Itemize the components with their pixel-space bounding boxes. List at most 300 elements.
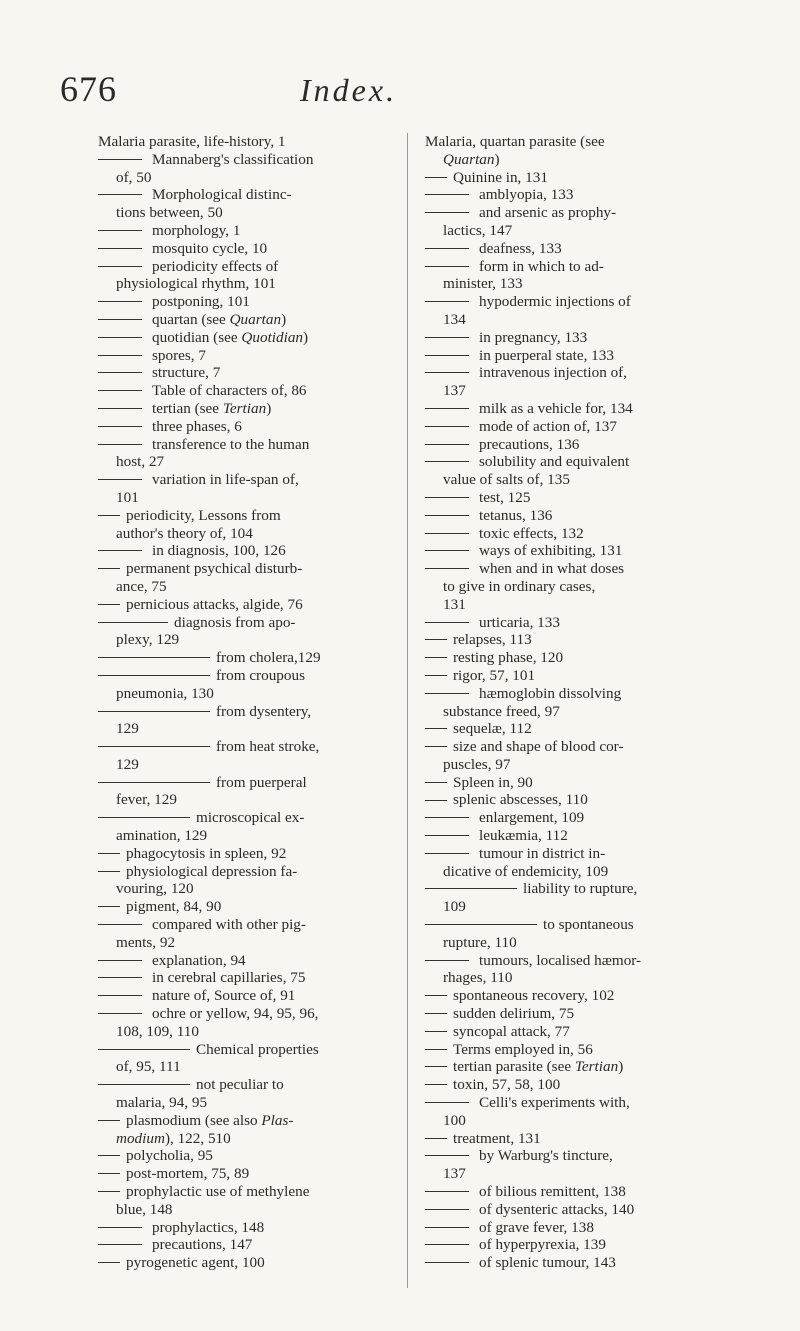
repeat-dash xyxy=(98,515,120,516)
index-entry-line xyxy=(98,614,390,632)
index-entry-line xyxy=(425,738,715,756)
index-column-left xyxy=(98,133,390,1272)
index-entry xyxy=(98,1005,390,1041)
index-entry-line xyxy=(425,1130,715,1148)
index-entry-line xyxy=(98,400,390,418)
entry-text: pernicious attacks, algide, 76 xyxy=(126,595,303,613)
index-entry-continuation xyxy=(425,471,715,489)
entry-text: author's theory of, 104 xyxy=(116,524,253,542)
entry-text: tetanus, 136 xyxy=(479,506,553,524)
entry-text: ) xyxy=(266,399,272,417)
index-entry-line xyxy=(98,560,390,578)
entry-cross-reference: modium xyxy=(116,1129,165,1147)
index-entry-line xyxy=(425,525,715,543)
index-entry xyxy=(98,614,390,650)
index-entry-continuation xyxy=(98,578,390,596)
page-header xyxy=(60,68,750,118)
index-entry xyxy=(98,436,390,472)
index-entry-line xyxy=(425,1219,715,1237)
entry-text: relapses, 113 xyxy=(453,631,532,649)
index-entry xyxy=(425,1254,715,1272)
index-entry-line xyxy=(98,507,390,525)
index-entry-continuation xyxy=(425,1165,715,1183)
entry-text: by Warburg's tincture, xyxy=(479,1147,613,1165)
repeat-dash xyxy=(425,408,469,409)
repeat-dash xyxy=(425,817,469,818)
entry-text: 129 xyxy=(116,755,139,773)
entry-text: precautions, 147 xyxy=(152,1236,253,1254)
index-entry-line xyxy=(98,418,390,436)
repeat-dash xyxy=(98,355,142,356)
entry-text: pneumonia, 130 xyxy=(116,684,214,702)
index-entry-line xyxy=(98,898,390,916)
entry-text: ments, 92 xyxy=(116,933,176,951)
index-entry xyxy=(425,667,715,685)
entry-text: splenic abscesses, 110 xyxy=(453,791,588,809)
column-divider xyxy=(407,133,408,1288)
entry-text: host, 27 xyxy=(116,453,165,471)
repeat-dash xyxy=(425,639,447,640)
index-entry xyxy=(98,649,390,667)
index-entry-line xyxy=(98,471,390,489)
entry-text: sudden delirium, 75 xyxy=(453,1005,575,1023)
index-entry-line xyxy=(425,240,715,258)
entry-text: postponing, 101 xyxy=(152,293,250,311)
index-entry-continuation xyxy=(98,756,390,774)
entry-text: phagocytosis in spleen, 92 xyxy=(126,844,287,862)
repeat-dash xyxy=(425,746,447,747)
index-entry xyxy=(425,738,715,774)
entry-text: vouring, 120 xyxy=(116,880,194,898)
entry-text: pigment, 84, 90 xyxy=(126,898,222,916)
repeat-dash xyxy=(98,444,142,445)
entry-text: physiological rhythm, 101 xyxy=(116,275,276,293)
entry-text: 137 xyxy=(443,1165,466,1183)
index-entry-line xyxy=(98,311,390,329)
entry-text: 129 xyxy=(116,720,139,738)
index-entry xyxy=(425,791,715,809)
index-entry xyxy=(98,1236,390,1254)
repeat-dash xyxy=(98,266,142,267)
index-entry xyxy=(98,364,390,382)
index-entry-line xyxy=(425,507,715,525)
index-entry xyxy=(98,542,390,560)
index-entry-line xyxy=(98,1236,390,1254)
entry-text: puscles, 97 xyxy=(443,755,511,773)
entry-text: and arsenic as prophy- xyxy=(479,204,617,222)
index-entry-line xyxy=(425,614,715,632)
entry-text: Malaria parasite, life-history, 1 xyxy=(98,133,286,150)
entry-text: lactics, 147 xyxy=(443,221,513,239)
repeat-dash xyxy=(425,728,447,729)
entry-text: leukæmia, 112 xyxy=(479,827,568,845)
repeat-dash xyxy=(98,960,142,961)
entry-text: ways of exhibiting, 131 xyxy=(479,542,623,560)
repeat-dash xyxy=(98,1013,142,1014)
repeat-dash xyxy=(425,1138,447,1139)
entry-text: from cholera,129 xyxy=(216,649,321,667)
index-entry xyxy=(98,1147,390,1165)
index-entry-line xyxy=(425,987,715,1005)
index-entry xyxy=(98,809,390,845)
index-entry-line xyxy=(425,1023,715,1041)
repeat-dash xyxy=(425,1244,469,1245)
index-entry-line xyxy=(98,916,390,934)
index-entry-continuation xyxy=(425,934,715,952)
repeat-dash xyxy=(98,248,142,249)
index-entry-continuation xyxy=(98,204,390,222)
repeat-dash xyxy=(425,835,469,836)
entry-text: milk as a vehicle for, 134 xyxy=(479,399,633,417)
repeat-dash xyxy=(425,568,469,569)
entry-text: pyrogenetic agent, 100 xyxy=(126,1254,265,1272)
index-entry-line xyxy=(98,186,390,204)
index-entry-line xyxy=(425,880,715,898)
running-head: Index. xyxy=(300,72,398,108)
repeat-dash xyxy=(98,1084,190,1085)
entry-text: spores, 7 xyxy=(152,346,206,364)
index-entry xyxy=(98,1165,390,1183)
entry-text: of, 50 xyxy=(116,168,152,186)
entry-text: deafness, 133 xyxy=(479,239,562,257)
repeat-dash xyxy=(425,675,447,676)
entry-text: Spleen in, 90 xyxy=(453,773,533,791)
index-entry-line xyxy=(98,1112,390,1130)
repeat-dash xyxy=(98,995,142,996)
repeat-dash xyxy=(425,266,469,267)
entry-text: Celli's experiments with, xyxy=(479,1094,630,1112)
index-entry-line xyxy=(425,1147,715,1165)
entry-text: periodicity, Lessons from xyxy=(126,506,281,524)
repeat-dash xyxy=(98,924,142,925)
entry-text: syncopal attack, 77 xyxy=(453,1022,570,1040)
index-entry xyxy=(425,1183,715,1201)
entry-text: post-mortem, 75, 89 xyxy=(126,1165,250,1183)
index-entry-line xyxy=(425,133,715,151)
entry-text: Mannaberg's classification xyxy=(152,150,314,168)
index-entry-continuation xyxy=(425,578,715,596)
entry-text: tumour in district in- xyxy=(479,844,606,862)
entry-text: from croupous xyxy=(216,666,305,684)
index-entry xyxy=(425,400,715,418)
index-entry-line xyxy=(425,542,715,560)
index-entry-continuation xyxy=(98,1201,390,1219)
repeat-dash xyxy=(425,1191,469,1192)
repeat-dash xyxy=(98,746,210,747)
repeat-dash xyxy=(425,533,469,534)
entry-cross-reference: Quartan xyxy=(443,150,495,168)
index-entry-continuation xyxy=(425,1112,715,1130)
index-entry xyxy=(425,1219,715,1237)
repeat-dash xyxy=(98,426,142,427)
index-entry xyxy=(98,347,390,365)
entry-text: 131 xyxy=(443,595,466,613)
index-entry-line xyxy=(425,631,715,649)
entry-text: prophylactics, 148 xyxy=(152,1218,265,1236)
index-entry xyxy=(425,507,715,525)
index-entry xyxy=(98,222,390,240)
index-entry xyxy=(425,418,715,436)
index-entry xyxy=(425,1076,715,1094)
index-entry xyxy=(98,863,390,899)
index-entry xyxy=(425,1147,715,1183)
index-entry xyxy=(98,596,390,614)
repeat-dash xyxy=(98,1173,120,1174)
entry-text: of bilious remittent, 138 xyxy=(479,1183,626,1201)
repeat-dash xyxy=(98,550,142,551)
index-entry-line xyxy=(425,667,715,685)
index-entry-line xyxy=(98,347,390,365)
repeat-dash xyxy=(98,194,142,195)
index-entry xyxy=(425,827,715,845)
repeat-dash xyxy=(425,1209,469,1210)
entry-text: of, 95, 111 xyxy=(116,1058,181,1076)
entry-text: to give in ordinary cases, xyxy=(443,577,596,595)
repeat-dash xyxy=(425,1155,469,1156)
entry-text: variation in life-span of, xyxy=(152,471,299,489)
entry-text: quartan (see xyxy=(152,310,230,328)
repeat-dash xyxy=(425,782,447,783)
entry-text: size and shape of blood cor- xyxy=(453,738,624,756)
index-entry-line xyxy=(425,204,715,222)
index-entry xyxy=(98,329,390,347)
index-entry xyxy=(98,1112,390,1148)
index-entry xyxy=(98,560,390,596)
index-entry-line xyxy=(98,952,390,970)
index-entry-line xyxy=(98,1041,390,1059)
entry-text: in pregnancy, 133 xyxy=(479,328,588,346)
repeat-dash xyxy=(98,622,168,623)
entry-text: of hyperpyrexia, 139 xyxy=(479,1236,606,1254)
index-entry-line xyxy=(98,667,390,685)
repeat-dash xyxy=(98,657,210,658)
entry-text: form in which to ad- xyxy=(479,257,604,275)
entry-text: tertian parasite (see xyxy=(453,1058,575,1076)
repeat-dash xyxy=(425,515,469,516)
entry-text: quotidian (see xyxy=(152,328,242,346)
index-entry xyxy=(98,667,390,703)
index-entry xyxy=(98,418,390,436)
entry-text: 137 xyxy=(443,382,466,400)
index-entry xyxy=(425,1201,715,1219)
index-entry-line xyxy=(98,863,390,881)
entry-text: 101 xyxy=(116,488,139,506)
repeat-dash xyxy=(425,800,447,801)
index-entry xyxy=(98,311,390,329)
index-entry-line xyxy=(425,1076,715,1094)
repeat-dash xyxy=(425,995,447,996)
index-entry-continuation xyxy=(98,827,390,845)
index-entry-line xyxy=(98,1005,390,1023)
entry-text: hæmoglobin dissolving xyxy=(479,684,622,702)
index-entry xyxy=(98,1219,390,1237)
repeat-dash xyxy=(98,1227,142,1228)
index-entry-continuation xyxy=(425,151,715,169)
index-entry-line xyxy=(98,969,390,987)
index-entry-line xyxy=(98,222,390,240)
index-entry-line xyxy=(98,329,390,347)
index-entry xyxy=(425,880,715,916)
entry-text: toxic effects, 132 xyxy=(479,524,584,542)
repeat-dash xyxy=(98,675,210,676)
entry-cross-reference: Plas- xyxy=(261,1111,294,1129)
index-entry xyxy=(98,507,390,543)
index-entry-line xyxy=(98,809,390,827)
index-entry-line xyxy=(98,542,390,560)
entry-text: ) xyxy=(494,150,500,168)
index-entry xyxy=(425,649,715,667)
index-entry-line xyxy=(425,649,715,667)
repeat-dash xyxy=(425,960,469,961)
index-entry-continuation xyxy=(425,596,715,614)
repeat-dash xyxy=(98,337,142,338)
index-entry-continuation xyxy=(425,222,715,240)
index-entry xyxy=(98,703,390,739)
index-entry-continuation xyxy=(98,880,390,898)
repeat-dash xyxy=(425,693,469,694)
repeat-dash xyxy=(98,711,210,712)
page-number: 676 xyxy=(60,69,117,109)
repeat-dash xyxy=(425,444,469,445)
entry-text: from heat stroke, xyxy=(216,738,320,756)
repeat-dash xyxy=(425,622,469,623)
entry-text: of dysenteric attacks, 140 xyxy=(479,1200,635,1218)
index-entry-continuation xyxy=(425,756,715,774)
index-entry xyxy=(425,1058,715,1076)
index-entry xyxy=(425,489,715,507)
repeat-dash xyxy=(425,1084,447,1085)
entry-cross-reference: Quartan xyxy=(229,310,282,328)
index-entry-line xyxy=(425,1041,715,1059)
index-entry xyxy=(98,916,390,952)
index-entry xyxy=(98,898,390,916)
index-entry-line xyxy=(425,258,715,276)
index-entry-continuation xyxy=(98,275,390,293)
entry-text: blue, 148 xyxy=(116,1200,173,1218)
index-entry xyxy=(425,329,715,347)
index-entry-line xyxy=(425,720,715,738)
entry-text: physiological depression fa- xyxy=(126,862,298,880)
index-entry xyxy=(425,1005,715,1023)
entry-text: Table of characters of, 86 xyxy=(152,382,307,400)
index-entry xyxy=(98,293,390,311)
repeat-dash xyxy=(425,497,469,498)
repeat-dash xyxy=(425,1262,469,1263)
index-entry-line xyxy=(98,1254,390,1272)
repeat-dash xyxy=(425,337,469,338)
entry-text: toxin, 57, 58, 100 xyxy=(453,1076,561,1094)
entry-text: rhages, 110 xyxy=(443,969,513,987)
entry-text: ance, 75 xyxy=(116,577,167,595)
index-entry xyxy=(98,186,390,222)
index-entry-line xyxy=(98,258,390,276)
repeat-dash xyxy=(425,657,447,658)
index-entry-continuation xyxy=(98,1094,390,1112)
index-entry xyxy=(425,169,715,187)
repeat-dash xyxy=(425,212,469,213)
entry-text: Malaria, quartan parasite (see xyxy=(425,133,605,150)
repeat-dash xyxy=(98,906,120,907)
index-entry-continuation xyxy=(98,631,390,649)
index-entry xyxy=(425,809,715,827)
index-entry xyxy=(425,1236,715,1254)
index-entry-line xyxy=(98,774,390,792)
entry-text: enlargement, 109 xyxy=(479,809,585,827)
entry-text: in cerebral capillaries, 75 xyxy=(152,969,306,987)
index-entry-line xyxy=(98,240,390,258)
entry-text: explanation, 94 xyxy=(152,951,246,969)
index-entry xyxy=(98,258,390,294)
repeat-dash xyxy=(425,426,469,427)
entry-text: when and in what doses xyxy=(479,560,625,578)
index-entry-line xyxy=(98,1183,390,1201)
index-entry xyxy=(98,1183,390,1219)
entry-text: from dysentery, xyxy=(216,702,312,720)
index-entry xyxy=(425,186,715,204)
entry-text: plexy, 129 xyxy=(116,631,180,649)
entry-text: in diagnosis, 100, 126 xyxy=(152,542,286,560)
entry-text: of grave fever, 138 xyxy=(479,1218,594,1236)
index-entry-line xyxy=(425,1005,715,1023)
repeat-dash xyxy=(98,568,120,569)
repeat-dash xyxy=(98,1049,190,1050)
entry-text: 108, 109, 110 xyxy=(116,1022,199,1040)
index-entry-continuation xyxy=(425,311,715,329)
index-entry xyxy=(98,774,390,810)
index-entry-line xyxy=(425,186,715,204)
entry-text: spontaneous recovery, 102 xyxy=(453,987,615,1005)
index-entry-line xyxy=(98,1076,390,1094)
repeat-dash xyxy=(425,1227,469,1228)
index-entry-line xyxy=(425,347,715,365)
index-entry-line xyxy=(98,364,390,382)
entry-cross-reference: Quotidian xyxy=(241,328,304,346)
index-entry-line xyxy=(425,1254,715,1272)
entry-text: Terms employed in, 56 xyxy=(453,1040,593,1058)
entry-text: ) xyxy=(281,310,287,328)
index-entry xyxy=(98,471,390,507)
repeat-dash xyxy=(98,853,120,854)
index-entry xyxy=(98,133,390,151)
entry-text: not peculiar to xyxy=(196,1076,284,1094)
index-entry-line xyxy=(425,827,715,845)
index-entry xyxy=(425,347,715,365)
repeat-dash xyxy=(98,372,142,373)
entry-text: polycholia, 95 xyxy=(126,1147,213,1165)
entry-text: three phases, 6 xyxy=(152,417,242,435)
index-entry-continuation xyxy=(98,934,390,952)
entry-text: Quinine in, 131 xyxy=(453,168,548,186)
index-entry-line xyxy=(98,436,390,454)
entry-text: liability to rupture, xyxy=(523,880,638,898)
index-entry-continuation xyxy=(98,1058,390,1076)
index-column-right xyxy=(425,133,715,1272)
repeat-dash xyxy=(425,1102,469,1103)
entry-text: precautions, 136 xyxy=(479,435,580,453)
index-entry xyxy=(425,1094,715,1130)
entry-text: amblyopia, 133 xyxy=(479,186,574,204)
index-entry xyxy=(425,258,715,294)
index-entry-line xyxy=(98,1147,390,1165)
index-entry xyxy=(425,525,715,543)
repeat-dash xyxy=(425,301,469,302)
index-entry-line xyxy=(425,916,715,934)
entry-text: in puerperal state, 133 xyxy=(479,346,614,364)
repeat-dash xyxy=(425,550,469,551)
index-entry xyxy=(98,1254,390,1272)
index-entry-line xyxy=(425,489,715,507)
entry-text: ), 122, 510 xyxy=(164,1129,231,1147)
